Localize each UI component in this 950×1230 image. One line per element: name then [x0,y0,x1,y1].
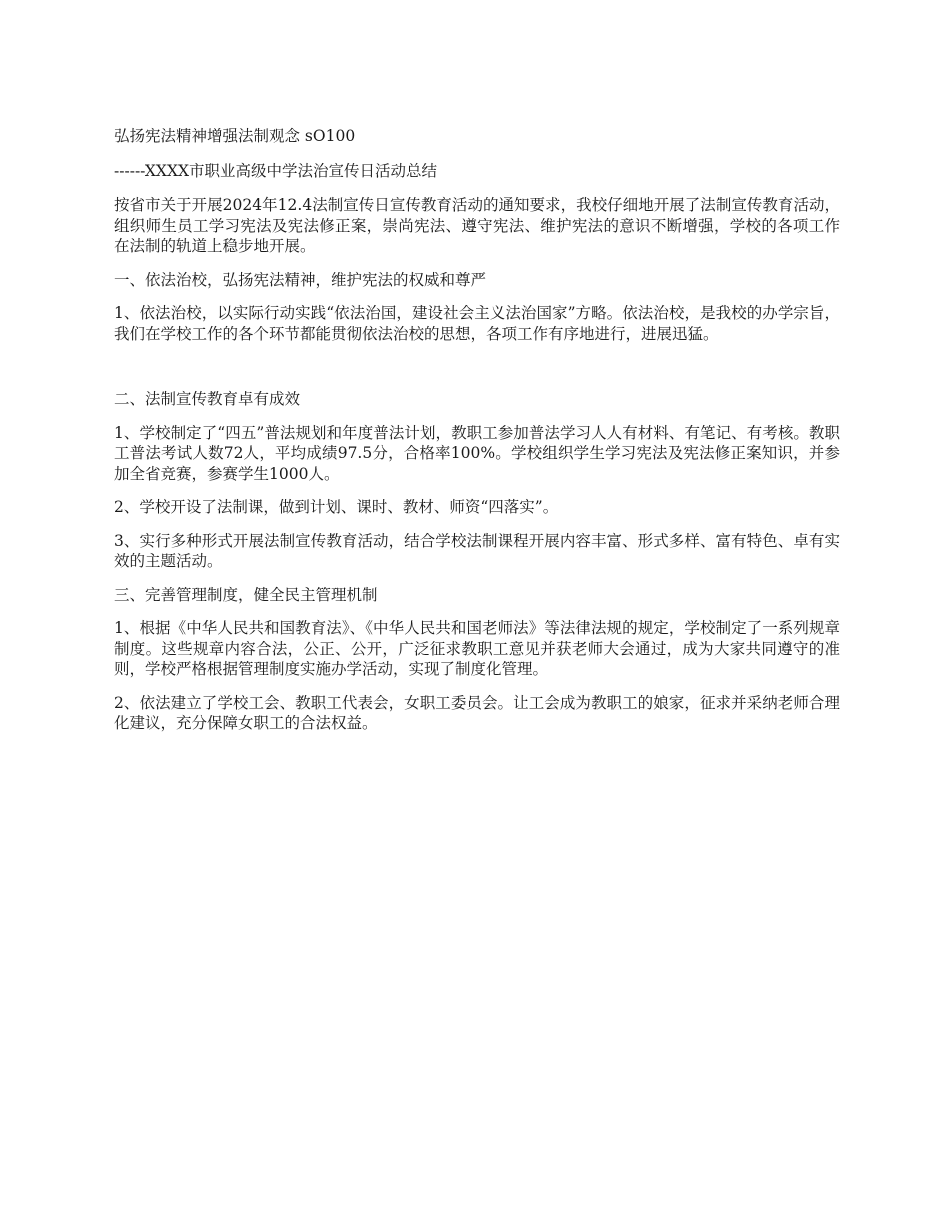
section-2-item-3: 3、实行多种形式开展法制宣传教育活动，结合学校法制课程开展内容丰富、形式多样、富有特色、卓有实效的主题活动。 [114,531,840,570]
document-page [114,126,840,747]
section-heading-3: 三、完善管理制度，健全民主管理机制 [114,585,378,604]
document-title: 弘扬宪法精神增强法制观念 sO100 [114,127,356,145]
section-1-item-1: 1、依法治校，以实际行动实践“依法治国，建设社会主义法治国家”方略。依法治校，是我校的办学宗旨，我们在学校工作的各个环节都能贯彻依法治校的思想，各项工作有序地进行，进展迅猛。 [114,304,840,343]
section-heading-2: 二、法制宣传教育卓有成效 [114,390,301,408]
intro-paragraph: 按省市关于开展2024年12.4法制宣传日宣传教育活动的通知要求，我校仔细地开展了法制宣传教育活动，组织师生员工学习宪法及宪法修正案，崇尚宪法、遵守宪法、维护宪法的意识不断增强，学校的各项工作在法制的轨道上稳步地开展。 [114,196,840,255]
section-2-item-1: 1、学校制定了“四五”普法规划和年度普法计划，教职工参加普法学习人人有材料、有笔记、有考核。教职工普法考试人数72人，平均成绩97.5分，合格率100%。学校组织学生学习宪法及宪法修正案知识，并参加全省竞赛，参赛学生1000人。 [114,423,840,483]
section-3-item-2: 2、依法建立了学校工会、教职工代表会，女职工委员会。让工会成为教职工的娘家，征求并采纳老师合理化建议，充分保障女职工的合法权益。 [114,693,840,732]
document-subtitle: ------XXXX市职业高级中学法治宣传日活动总结 [114,161,438,180]
section-2-item-2: 2、学校开设了法制课，做到计划、课时、教材、师资“四落实”。 [114,498,559,516]
section-3-item-1: 1、根据《中华人民共和国教育法》、《中华人民共和国老师法》等法律法规的规定，学校制定了一系列规章制度。这些规章内容合法，公正、公开，广泛征求教职工意见并获老师大会通过，成为大家共同遵守的准则，学校严格根据管理制度实施办学活动，实现了制度化管理。 [114,619,840,678]
section-heading-1: 一、依法治校，弘扬宪法精神，维护宪法的权威和尊严 [114,270,487,289]
